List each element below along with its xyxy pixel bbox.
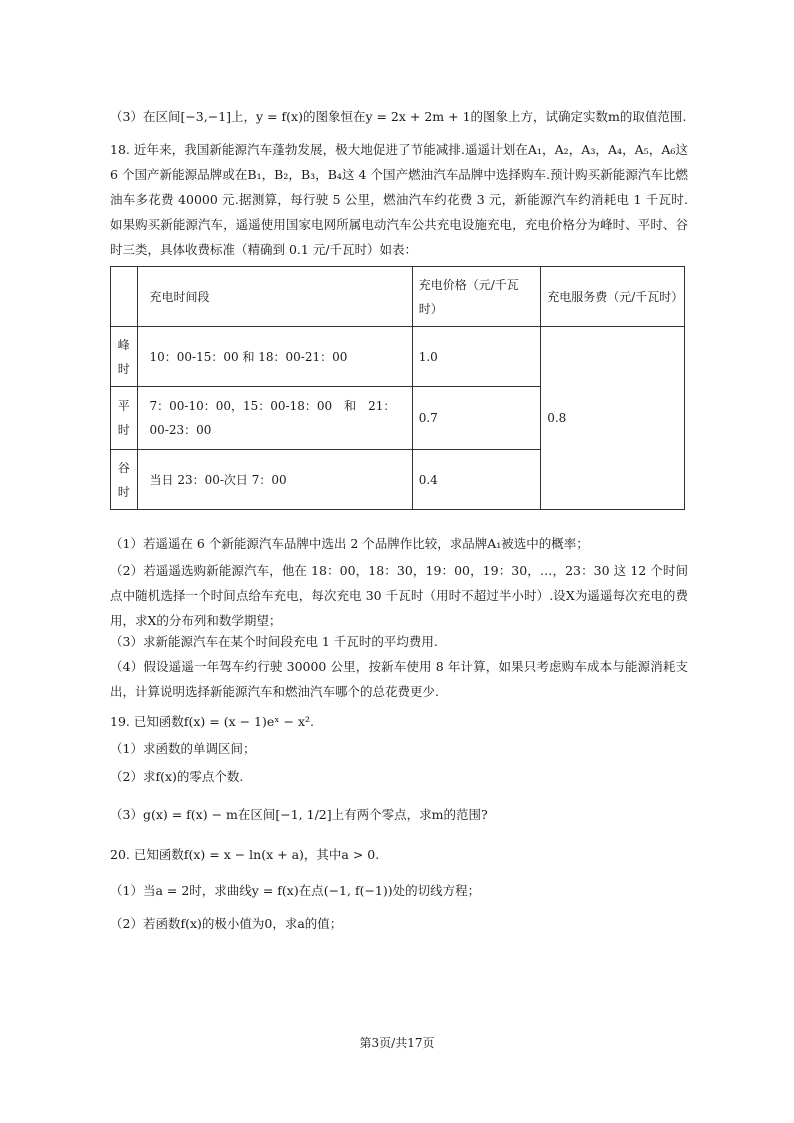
q20-intro: 20. 已知函数f(x) = x − ln(x + a)，其中a > 0. (110, 847, 380, 862)
table-header-row (111, 267, 685, 327)
q20-part2: （2）若函数f(x)的极小值为0，求a的值； (110, 916, 343, 931)
q20-part1: （1）当a = 2时，求曲线y = f(x)在点(−1, f(−1))处的切线方程； (110, 883, 481, 898)
period-type-cell: 平时 (111, 387, 138, 450)
q18-intro: 18. 近年来，我国新能源汽车蓬勃发展，极大地促进了节能减排.遥遥计划在A₁，A₂，A₃，A₄，A₅，A₆这 6 个国产新能源品牌或在B₁，B₂，B₃，B₄这 4 个国产燃油汽车品牌中选择购车.预计购买新能源汽车比燃油车多花费 40000 元.据测算，每行驶 5 公里，燃油汽车约花费 3 元，新能源汽车约消耗电 1 千瓦时.如果购买新能源汽车，遥遥使用国家电网所属电动汽车公共充电设施充电，充电价格分为峰时、平时、谷时三类，具体收费标准（精确到 0.1 元/千瓦时）如表： (110, 142, 688, 257)
q17-part3: （3）在区间[−3,−1]上，y = f(x)的图象恒在y = 2x + 2m + 1的图象上方，试确定实数m的取值范围. (110, 109, 687, 124)
q19-part3: （3）g(x) = f(x) − m在区间[−1, 1/2]上有两个零点，求m的范围? (110, 807, 488, 822)
q19-part1: （1）求函数的单调区间； (110, 741, 256, 756)
table-header-cell: 充电价格（元/千瓦时） (412, 267, 541, 327)
period-cell: 当日 23：00-次日 7：00 (137, 450, 412, 510)
q18-part2: （2）若遥遥选购新能源汽车，他在 18：00，18：30，19：00，19：30，…，23：30 这 12 个时间点中随机选择一个时间点给车充电，每次充电 30 千瓦时（用时不超过半小时）.设X为遥遥每次充电的费用，求X的分布列和数学期望； (110, 563, 688, 628)
q19-part2: （2）求f(x)的零点个数. (110, 769, 244, 784)
period-type-cell: 峰时 (111, 327, 138, 387)
price-cell: 0.4 (412, 450, 541, 510)
q18-part1: （1）若遥遥在 6 个新能源汽车品牌中选出 2 个品牌作比较，求品牌A₁被选中的概率； (110, 536, 589, 551)
charging-price-table (110, 266, 685, 510)
page-footer: 第3页/共17页 (359, 1036, 435, 1050)
q18-part4: （4）假设遥遥一年驾车约行驶 30000 公里，按新车使用 8 年计算，如果只考虑购车成本与能源消耗支出，计算说明选择新能源汽车和燃油汽车哪个的总花费更少. (110, 659, 688, 699)
q19-intro: 19. 已知函数f(x) = (x − 1)eˣ − x². (110, 714, 315, 729)
price-cell: 1.0 (412, 327, 541, 387)
table-header-cell: 充电时间段 (137, 267, 412, 327)
table-header-cell (111, 267, 138, 327)
period-cell: 10：00-15：00 和 18：00-21：00 (137, 327, 412, 387)
price-cell: 0.7 (412, 387, 541, 450)
period-type-cell: 谷时 (111, 450, 138, 510)
table-header-cell: 充电服务费（元/千瓦时） (541, 267, 685, 327)
period-cell: 7：00-10：00，15：00-18：00 和 21：00-23：00 (137, 387, 412, 450)
q18-part3: （3）求新能源汽车在某个时间段充电 1 千瓦时的平均费用. (110, 634, 438, 649)
service-fee-cell: 0.8 (541, 327, 685, 510)
table-row (111, 327, 685, 387)
